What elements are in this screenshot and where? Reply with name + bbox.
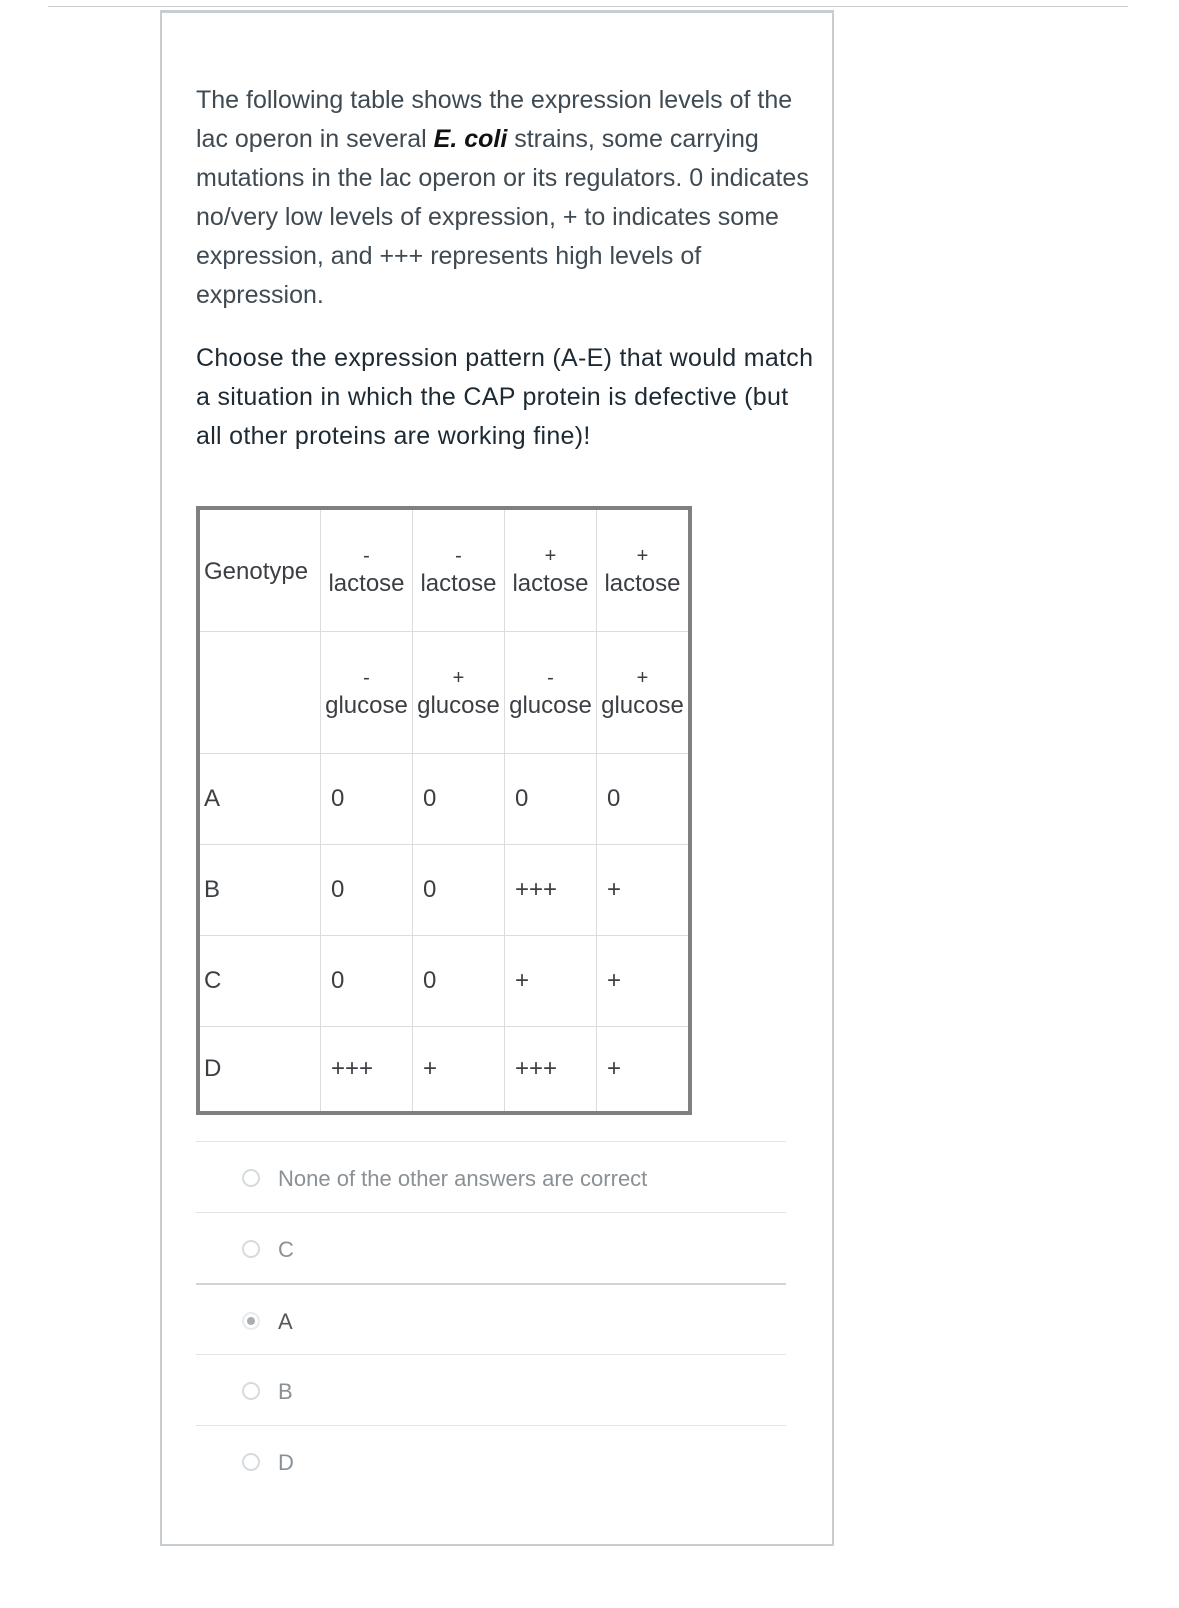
table-cell: +++ [504,845,596,936]
row-label: A [198,754,321,845]
glucose-header-2: + glucose [412,632,504,754]
table-cell: +++ [504,1027,596,1114]
answer-label: D [278,1450,294,1475]
answer-label: C [278,1237,294,1262]
intro-text-2: strains, some carrying mutations in the lac operon or its regulators. 0 indicates no/very low levels of expression, + to indicates some expression, and +++ represents high levels of expression. [196,125,809,309]
table-cell: 0 [412,754,504,845]
answer-option-none[interactable] [196,1141,786,1212]
table-row [198,845,690,936]
question-intro [196,81,816,315]
radio-button[interactable] [242,1382,260,1400]
table-cell: 0 [504,754,596,845]
row-label: B [198,845,321,936]
lactose-header-row [198,508,690,632]
genotype-header: Genotype [198,508,321,632]
radio-button-selected[interactable] [242,1312,260,1330]
table-cell: + [596,936,690,1027]
glucose-header-1: - glucose [321,632,413,754]
row-label: C [198,936,321,1027]
question-card [160,10,834,1546]
lactose-header-4: + lactose [596,508,690,632]
empty-cell [198,632,321,754]
table-cell: + [504,936,596,1027]
table-cell: + [412,1027,504,1114]
table-row [198,754,690,845]
answer-label: A [278,1309,293,1334]
radio-button[interactable] [242,1453,260,1471]
answer-list [196,1141,786,1496]
table-row [198,1027,690,1114]
row-label: D [198,1027,321,1114]
table-cell: 0 [321,845,413,936]
table-cell: 0 [321,754,413,845]
table-cell: 0 [412,936,504,1027]
intro-text-1: The following table shows the expression levels of the lac operon in several [196,86,793,153]
answer-label: None of the other answers are correct [278,1166,648,1191]
table-cell: 0 [596,754,690,845]
lactose-header-3: + lactose [504,508,596,632]
expression-table [196,506,692,1115]
answer-label: B [278,1379,293,1404]
glucose-header-3: - glucose [504,632,596,754]
answer-option-d[interactable] [196,1425,786,1496]
radio-button[interactable] [242,1169,260,1187]
top-divider [48,6,1128,7]
lactose-header-1: - lactose [321,508,413,632]
table-cell: +++ [321,1027,413,1114]
table-cell: 0 [412,845,504,936]
table-cell: 0 [321,936,413,1027]
table-row [198,936,690,1027]
glucose-header-4: + glucose [596,632,690,754]
answer-option-c[interactable] [196,1212,786,1283]
question-prompt: Choose the expression pattern (A-E) that would match a situation in which the CAP protein is defective (but all other proteins are working fine)! [196,344,814,450]
table-cell: + [596,845,690,936]
organism-name: E. coli [433,125,508,153]
radio-button[interactable] [242,1240,260,1258]
glucose-header-row [198,632,690,754]
answer-option-a[interactable] [196,1283,786,1354]
answer-option-b[interactable] [196,1354,786,1425]
lactose-header-2: - lactose [412,508,504,632]
table-cell: + [596,1027,690,1114]
